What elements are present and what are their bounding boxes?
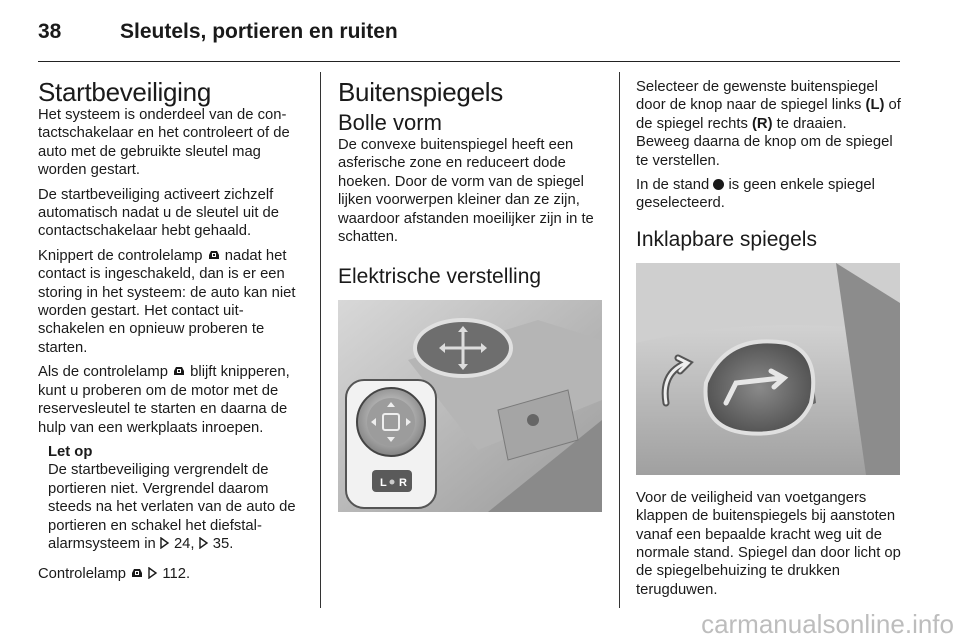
subheading-elektrische-verstelling: Elektrische verstelling — [338, 265, 542, 289]
text: is geen enkele spiegel geselecteerd. — [636, 177, 875, 212]
column-2 — [338, 78, 604, 512]
text: 24, — [169, 535, 199, 552]
text: Controlelamp — [38, 566, 131, 583]
section-heading-startbeveiliging: Startbeveiliging — [38, 77, 211, 107]
subheading-bolle-vorm: Bolle vorm — [338, 110, 442, 135]
folding-mirror-image — [636, 263, 900, 475]
page-reference-icon — [148, 567, 158, 579]
paragraph: Het systeem is onderdeel van de contactschakelaar en het controleert of de auto met de gebruikte sleutel mag worden gestart. — [38, 107, 290, 179]
text: (R) — [751, 115, 773, 132]
column-divider — [619, 72, 620, 608]
page-header — [38, 12, 900, 62]
note-text — [48, 461, 304, 553]
text: Selecteer de gewenste buitenspiegel door de knop naar de spiegel links — [636, 79, 878, 114]
mirror-adjust-switch-image — [338, 300, 602, 512]
page-reference-icon — [199, 537, 209, 549]
subheading-inklapbare-spiegels: Inklapbare spiegels — [636, 227, 817, 251]
text: of de spiegel rechts — [636, 97, 901, 132]
text: Als de controlelamp — [38, 364, 173, 381]
text: nadat het contact is ingeschakeld, dan is er een storing in het systeem: de auto kan niet worden gestart. Het contact uitschakelen en opnieuw proberen te starten. — [38, 247, 296, 356]
text: 112. — [158, 566, 191, 583]
note-box — [38, 443, 304, 553]
note-title: Let op — [48, 443, 93, 460]
chapter-title: Sleutels, portieren en ruiten — [120, 20, 398, 43]
folding-mirror-illustration — [636, 263, 900, 475]
paragraph — [636, 78, 902, 170]
paragraph: De startbeveiliging activeert zichzelf automatisch nadat u de sleutel uit de contactschakelaar hebt gehaald. — [38, 186, 280, 240]
neutral-position-dot-icon — [713, 179, 724, 190]
immobilizer-warning-icon — [172, 364, 186, 377]
immobilizer-warning-icon — [207, 248, 221, 261]
text: blijft knipperen, kunt u proberen om de motor met de reservesleutel te starten en daarna de hulp van een werkplaats inroepen. — [38, 364, 290, 436]
immobilizer-warning-icon — [130, 566, 144, 579]
paragraph — [38, 247, 304, 357]
paragraph — [38, 363, 304, 437]
paragraph — [38, 565, 304, 583]
watermark: carmanualsonline.info — [701, 609, 954, 639]
text: 35. — [208, 535, 234, 552]
paragraph: Voor de veiligheid van voetgangers klappen de buitenspiegels bij aanstoten vanaf een bepaalde kracht weg uit de normale stand. Spiegel dan door licht op de spiegelbehuizing te drukken terugduwen. — [636, 489, 901, 598]
text: te draaien. Beweeg daarna de knop om de spiegel te verstellen. — [636, 115, 893, 169]
paragraph: De convexe buitenspiegel heeft een asferische zone en reduceert dode hoeken. Door de vorm van de spiegel lijken voorwerpen kleiner dan ze zijn, waardoor afstanden moeilijker zijn in te schatten. — [338, 137, 594, 246]
text: Knippert de controlelamp — [38, 247, 207, 264]
text: De startbeveiliging vergrendelt de portieren niet. Vergrendel daarom steeds na het verlaten van de auto de portieren en schakel het diefstalalarmsysteem in — [48, 462, 296, 552]
column-1 — [38, 78, 304, 590]
paragraph — [636, 176, 902, 213]
page-number: 38 — [38, 20, 62, 43]
text: (L) — [865, 97, 885, 114]
section-heading-buitenspiegels: Buitenspiegels — [338, 77, 503, 107]
switch-label-left: L — [380, 477, 387, 490]
text: In de stand — [636, 177, 714, 194]
page-reference-icon — [160, 537, 170, 549]
mirror-switch-illustration — [338, 300, 602, 512]
column-divider — [320, 72, 321, 608]
column-3 — [636, 78, 902, 605]
switch-label-right: R — [399, 477, 407, 490]
